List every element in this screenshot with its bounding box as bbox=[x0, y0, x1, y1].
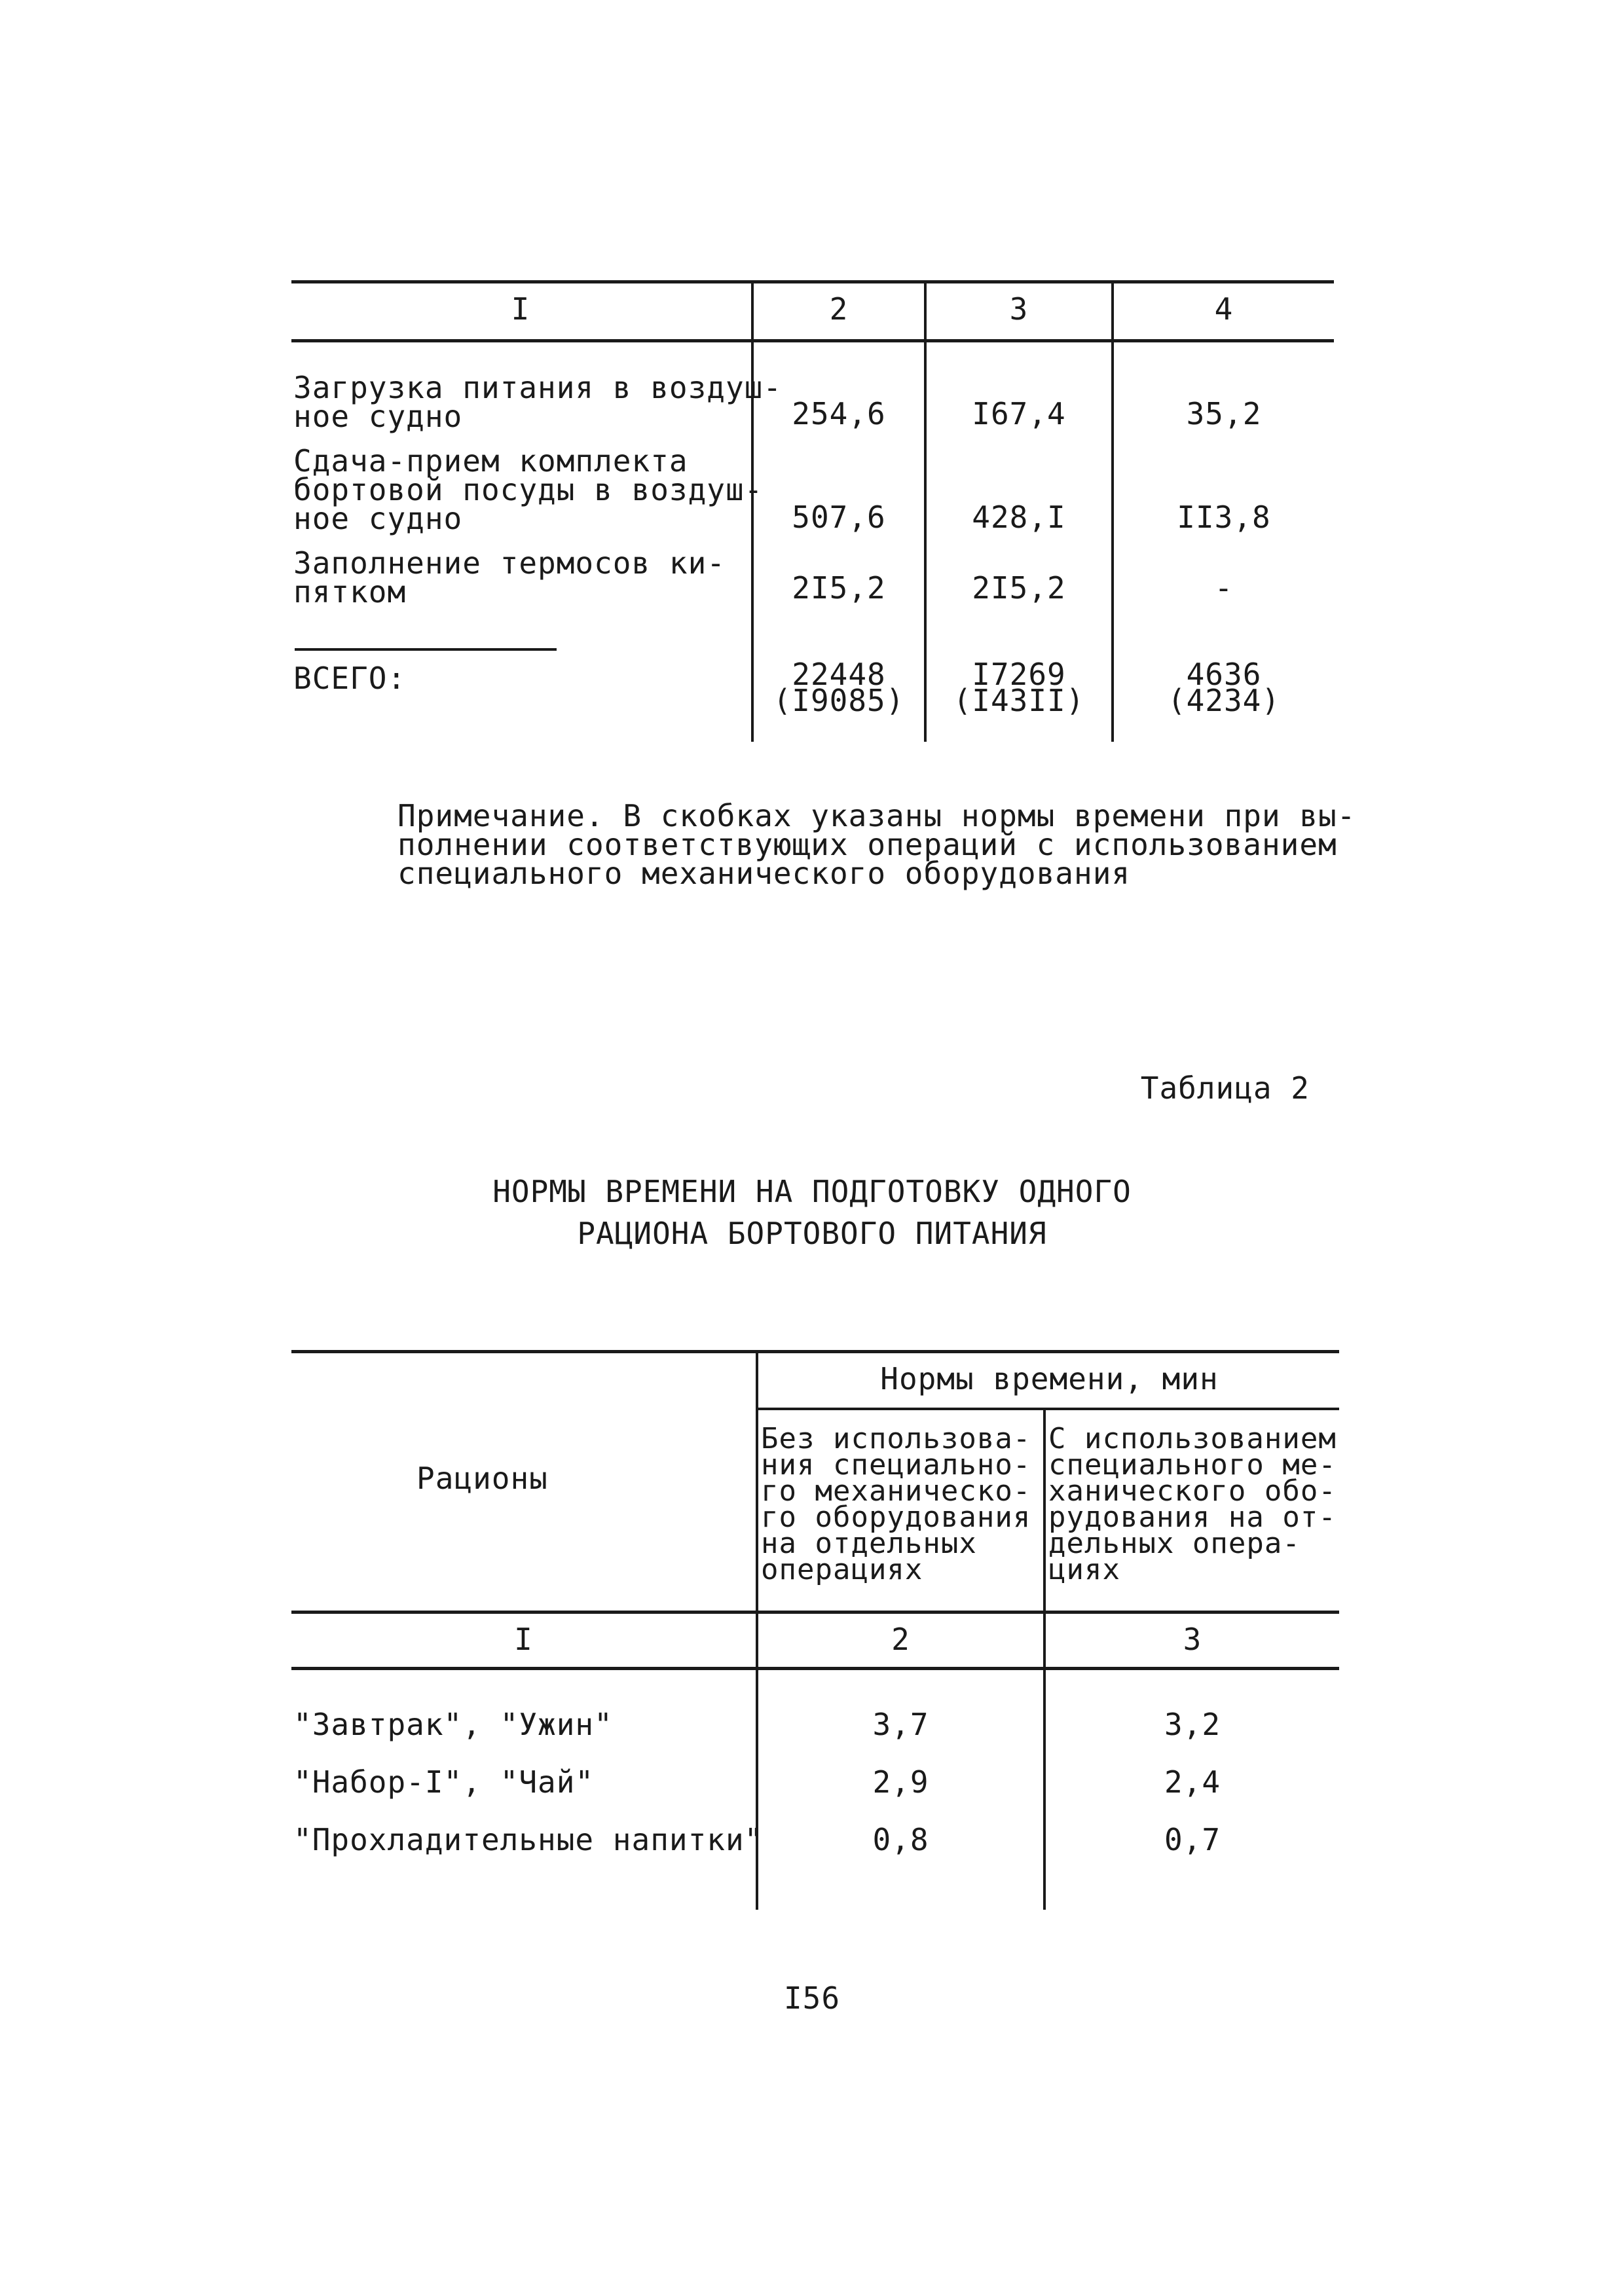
sub-header-without-equipment: го оборудования bbox=[761, 1501, 1031, 1534]
table-row-value: - bbox=[1214, 570, 1234, 606]
sub-header-with-equipment: циях bbox=[1048, 1553, 1120, 1586]
page-number: I56 bbox=[783, 1980, 841, 2016]
table-1-col-header-3: 3 bbox=[1009, 291, 1029, 327]
table-1-col-header-4: 4 bbox=[1214, 291, 1234, 327]
col-number-1: I bbox=[514, 1622, 533, 1657]
col-number-2: 2 bbox=[891, 1622, 910, 1657]
table-row-value: 2,4 bbox=[1164, 1764, 1221, 1800]
sub-header-without-equipment: Без использова- bbox=[761, 1422, 1031, 1455]
table-row-value: 3,7 bbox=[872, 1707, 929, 1742]
table-row-label-line: ное судно bbox=[293, 399, 463, 434]
col-number-3: 3 bbox=[1183, 1622, 1202, 1657]
sub-header-with-equipment: специального ме- bbox=[1048, 1448, 1337, 1482]
table-row-label: "Завтрак", "Ужин" bbox=[293, 1707, 613, 1742]
sub-header-without-equipment: на отдельных bbox=[761, 1527, 977, 1560]
total-label: ВСЕГО: bbox=[293, 661, 407, 696]
total-value: I7269 bbox=[972, 657, 1066, 692]
sub-header-without-equipment: операциях bbox=[761, 1553, 923, 1586]
table-row-label-line: Заполнение термосов ки- bbox=[293, 545, 726, 581]
table-row-label: "Прохладительные напитки" bbox=[293, 1822, 764, 1857]
sub-header-without-equipment: ния специально- bbox=[761, 1448, 1031, 1482]
table-row-value: 0,7 bbox=[1164, 1822, 1221, 1857]
table-row-value: 254,6 bbox=[792, 396, 886, 431]
note-line: полнении соответствующих операций с использованием bbox=[397, 827, 1337, 862]
table-row-value: 2I5,2 bbox=[972, 570, 1066, 606]
table-2-top-rule bbox=[291, 1350, 1339, 1353]
sub-header-with-equipment: дельных опера- bbox=[1048, 1527, 1301, 1560]
table-row-label: "Набор-I", "Чай" bbox=[293, 1764, 595, 1800]
page-title: НОРМЫ ВРЕМЕНИ НА ПОДГОТОВКУ ОДНОГО bbox=[492, 1174, 1132, 1209]
table-row-value: 2I5,2 bbox=[792, 570, 886, 606]
table-number: Таблица 2 bbox=[1140, 1070, 1310, 1106]
table-row-label-line: пятком bbox=[293, 574, 407, 610]
table-1-top-rule bbox=[291, 280, 1334, 283]
table-row-value: 2,9 bbox=[872, 1764, 929, 1800]
total-short-rule bbox=[295, 648, 557, 651]
sub-header-with-equipment: ханического обо- bbox=[1048, 1474, 1337, 1508]
table-row-label-line: ное судно bbox=[293, 501, 463, 536]
table-2-header-rule bbox=[291, 1611, 1339, 1614]
total-value-alt: (I43II) bbox=[953, 683, 1085, 718]
table-row-label-line: Сдача-прием комплекта bbox=[293, 443, 688, 479]
table-row-value: 428,I bbox=[972, 500, 1066, 535]
total-value-alt: (4234) bbox=[1167, 683, 1281, 718]
table-row-value: I67,4 bbox=[972, 396, 1066, 431]
total-value-alt: (I9085) bbox=[773, 683, 905, 718]
table-row-value: 507,6 bbox=[792, 500, 886, 535]
total-value: 22448 bbox=[792, 657, 886, 692]
table-1-col-header-1: I bbox=[511, 291, 530, 327]
table-row-label-line: Загрузка питания в воздуш- bbox=[293, 370, 783, 405]
table-1-col-header-2: 2 bbox=[829, 291, 849, 327]
sub-header-with-equipment: С использованием bbox=[1048, 1422, 1337, 1455]
table-row-value: II3,8 bbox=[1177, 500, 1271, 535]
table-1-header-rule bbox=[291, 339, 1334, 342]
table-2-numbers-rule bbox=[291, 1667, 1339, 1670]
table-row-value: 35,2 bbox=[1186, 396, 1262, 431]
sub-header-without-equipment: го механическо- bbox=[761, 1474, 1031, 1508]
sub-header-with-equipment: рудования на от- bbox=[1048, 1501, 1337, 1534]
table-row-value: 0,8 bbox=[872, 1822, 929, 1857]
note-line: специального механического оборудования bbox=[397, 856, 1131, 891]
total-value: 4636 bbox=[1186, 657, 1262, 692]
page-title-line-2: РАЦИОНА БОРТОВОГО ПИТАНИЯ bbox=[577, 1216, 1047, 1251]
table-2-norms-rule bbox=[758, 1408, 1339, 1410]
note-line: Примечание. В скобках указаны нормы времени при вы- bbox=[397, 798, 1356, 833]
table-row-value: 3,2 bbox=[1164, 1707, 1221, 1742]
norms-header: Нормы времени, мин bbox=[880, 1361, 1219, 1396]
rations-header: Рационы bbox=[416, 1461, 548, 1496]
table-row-label-line: бортовой посуды в воздуш- bbox=[293, 472, 764, 507]
